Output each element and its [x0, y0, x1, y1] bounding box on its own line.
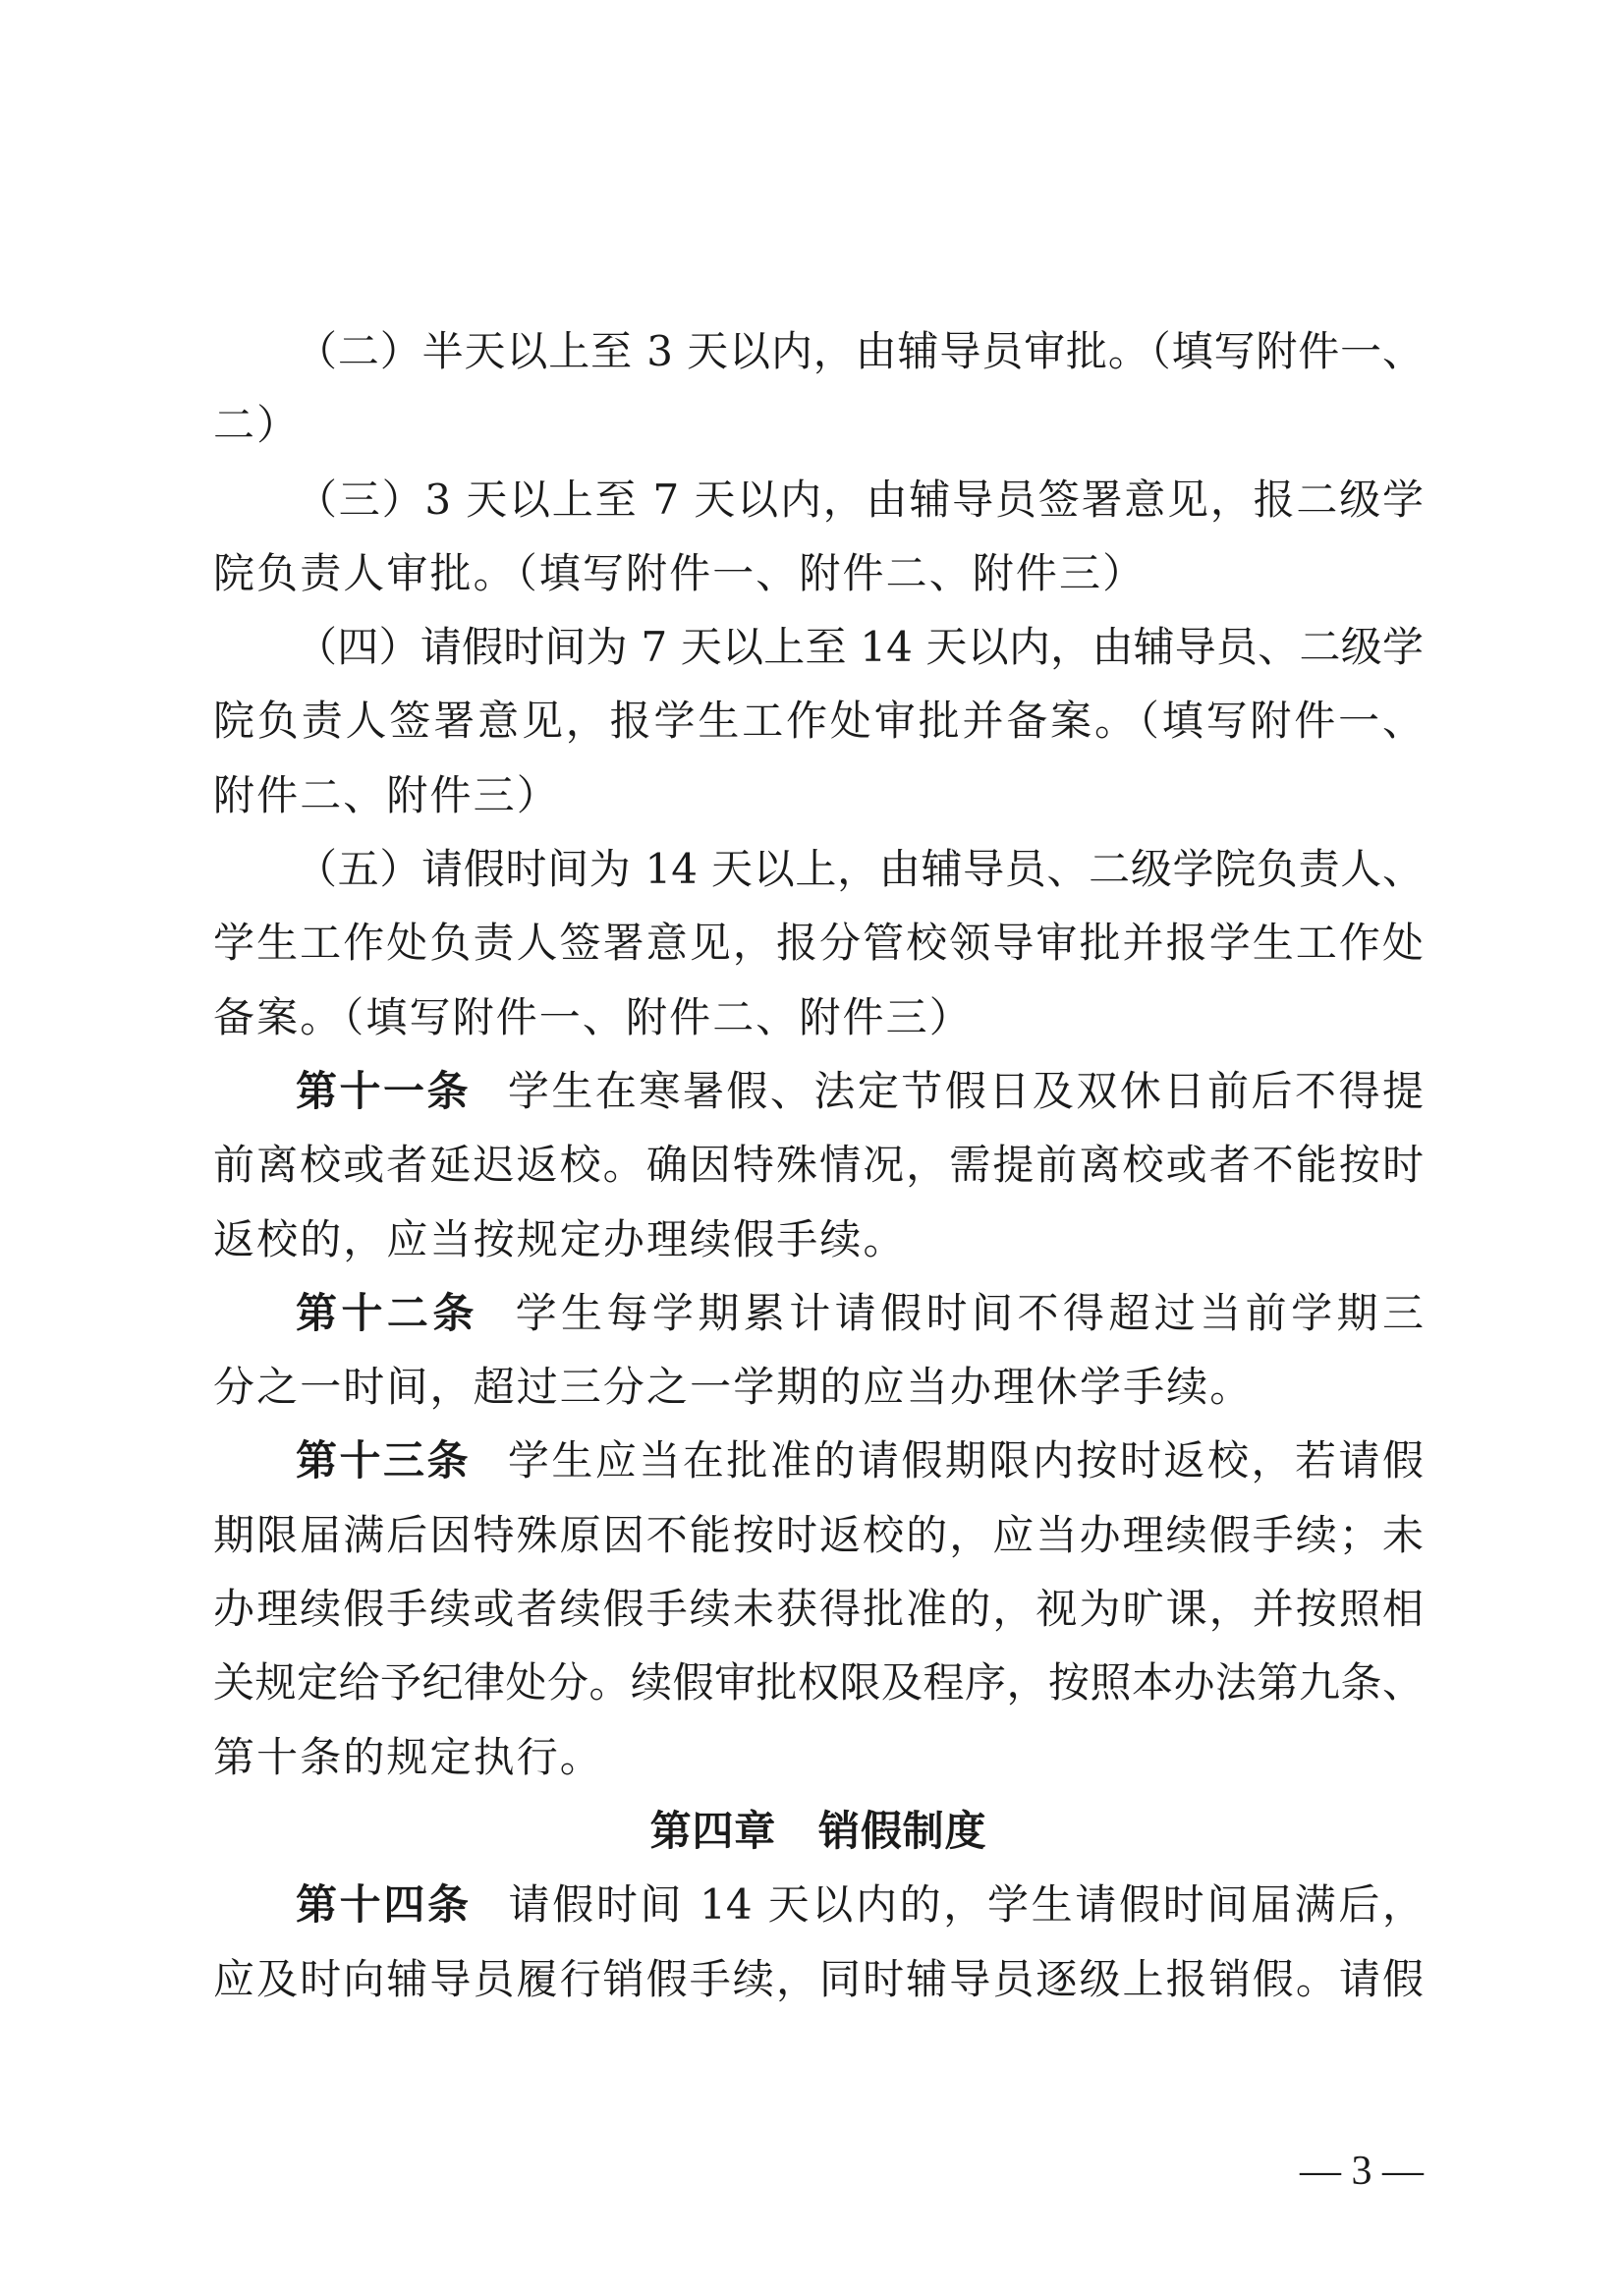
article-number: 第十三条 — [296, 1436, 472, 1485]
document-body — [213, 314, 1424, 2016]
text-line: 备案。（填写附件一、附件二、附件三） — [213, 992, 973, 1041]
text-line: 关规定给予纪律处分。续假审批权限及程序，按照本办法第九条、 — [213, 1658, 1424, 1708]
text-line: 期限届满后因特殊原因不能按时返校的，应当办理续假手续；未 — [213, 1510, 1424, 1559]
article-number: 第十一条 — [296, 1066, 472, 1115]
text-line: 学生工作处负责人签署意见，报分管校领导审批并报学生工作处 — [213, 919, 1424, 968]
text-line: 第十条的规定执行。 — [213, 1732, 603, 1781]
text-line: 办理续假手续或者续假手续未获得批准的，视为旷课，并按照相 — [213, 1585, 1424, 1634]
page-number: — 3 — — [1300, 2149, 1424, 2194]
text-line: 二） — [213, 401, 301, 450]
text-line: 附件二、附件三） — [213, 770, 560, 819]
text-line: 院负责人审批。（填写附件一、附件二、附件三） — [213, 548, 1147, 597]
text-line — [213, 1276, 1424, 1350]
text-line: （五）请假时间为 14 天以上，由辅导员、二级学院负责人、 — [296, 845, 1424, 894]
article-11 — [213, 1054, 1424, 1276]
text-line — [213, 1054, 1424, 1128]
paragraph-item-4 — [213, 610, 1424, 832]
article-text: 学生在寒暑假、法定节假日及双休日前后不得提 — [507, 1066, 1424, 1115]
article-text: 学生应当在批准的请假期限内按时返校，若请假 — [507, 1436, 1424, 1485]
text-line — [213, 1868, 1424, 1941]
article-14 — [213, 1868, 1424, 2016]
text-line: 返校的，应当按规定办理续假手续。 — [213, 1214, 907, 1263]
chapter-heading: 第四章 销假制度 — [649, 1806, 987, 1855]
text-line: （四）请假时间为 7 天以上至 14 天以内，由辅导员、二级学 — [296, 623, 1424, 672]
article-text: 请假时间 14 天以内的，学生请假时间届满后， — [508, 1880, 1424, 1930]
text-line: 应及时向辅导员履行销假手续，同时辅导员逐级上报销假。请假 — [213, 1954, 1424, 2003]
text-line: （二）半天以上至 3 天以内，由辅导员审批。（填写附件一、 — [296, 327, 1424, 375]
article-13 — [213, 1424, 1424, 1793]
paragraph-item-3 — [213, 463, 1424, 611]
article-number: 第十二条 — [296, 1288, 478, 1337]
text-line — [213, 1424, 1424, 1497]
paragraph-item-2 — [213, 314, 1424, 463]
article-number: 第十四条 — [296, 1880, 472, 1930]
text-line: 院负责人签署意见，报学生工作处审批并备案。（填写附件一、 — [213, 697, 1424, 746]
text-line: 分之一时间，超过三分之一学期的应当办理休学手续。 — [213, 1363, 1254, 1412]
article-text: 学生每学期累计请假时间不得超过当前学期三 — [515, 1288, 1424, 1337]
text-line: 前离校或者延迟返校。确因特殊情况，需提前离校或者不能按时 — [213, 1141, 1424, 1190]
text-line: （三）3 天以上至 7 天以内，由辅导员签署意见，报二级学 — [296, 475, 1424, 524]
paragraph-item-5 — [213, 832, 1424, 1054]
article-12 — [213, 1276, 1424, 1425]
